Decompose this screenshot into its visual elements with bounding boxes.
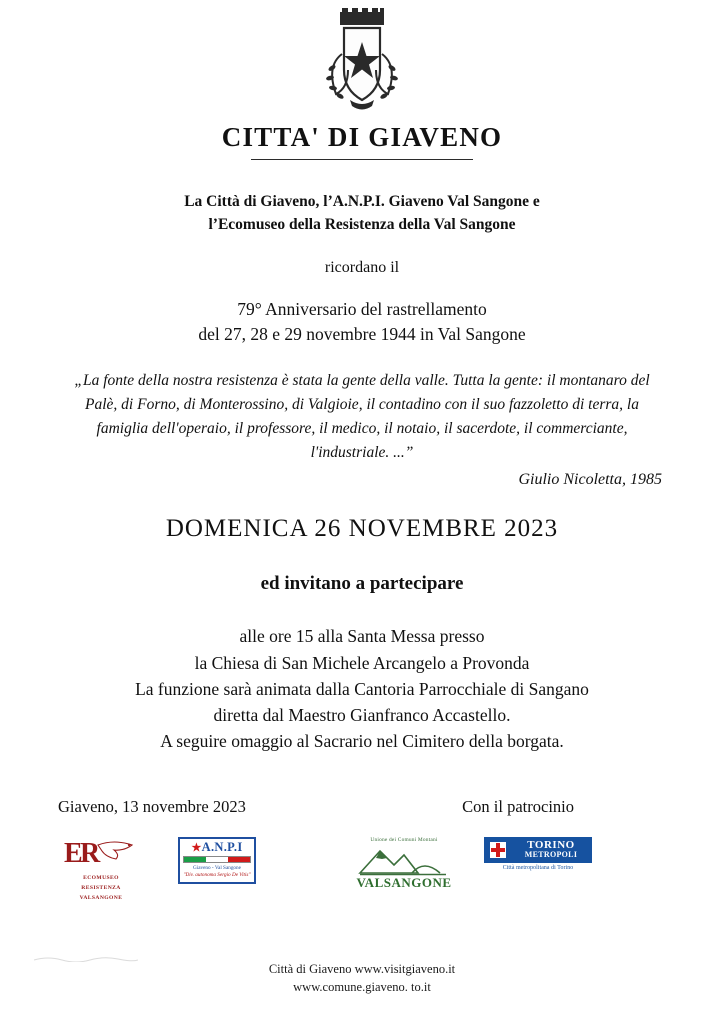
place-date: Giaveno, 13 novembre 2023: [58, 796, 246, 816]
organiser-logos: [58, 837, 256, 903]
svg-text:R: R: [80, 837, 101, 867]
remember-label: ricordano il: [324, 258, 400, 276]
torino-title: TORINO: [527, 838, 575, 851]
title-divider: [251, 159, 473, 160]
unione-comuni-valsangone-logo: [352, 837, 456, 891]
anniversary-line-1: 79° Anniversario del rastrellamento: [237, 298, 487, 319]
anpi-title: A.N.P.I: [201, 839, 243, 854]
quote-text: „La fonte della nostra resistenza è stata la gente della valle. Tutta la gente: il montanaro del Palè, di Forno, di Monterossino, di Valgioie, il contadino con il suo fazzoletto di terra, la famiglia dell'operaio, il professore, il medico, il notaio, il sacerdote, il commerciante, l'industriale. ...”: [74, 372, 650, 462]
citta-metropolitana-torino-logo: [484, 837, 592, 871]
torino-wordmark: [511, 838, 591, 862]
anpi-title-row: [180, 841, 254, 855]
event-details-line-2: la Chiesa di San Michele Arcangelo a Provonda: [194, 652, 530, 673]
patronage-logos: [352, 837, 592, 891]
signature-row: [54, 797, 670, 817]
anniversary-line-2: del 27, 28 e 29 novembre 1944 in Val Sangone: [198, 323, 526, 344]
footer-line-1: Città di Giaveno www.visitgiaveno.it: [268, 961, 456, 976]
crest-container: [54, 0, 670, 116]
valsangone-top-text: Unione dei Comuni Montani: [370, 836, 438, 843]
torino-subtitle: METROPOLI: [524, 850, 578, 860]
page-title: CITTA' DI GIAVENO: [221, 122, 503, 152]
resistenza-monogram: E: [64, 837, 83, 867]
anpi-sub-2: "Div. autonoma Sergio De Vitis": [183, 872, 251, 879]
resistenza-line-1: ECOMUSEO: [83, 874, 119, 881]
footer-line-2: www.comune.giaveno. to.it: [293, 979, 431, 994]
torino-logo-box: [484, 837, 592, 863]
invitation-text: ed invitano a partecipare: [260, 573, 464, 595]
torino-caption: Città metropolitana di Torino: [502, 864, 574, 871]
event-details-line-1: alle ore 15 alla Santa Messa presso: [239, 626, 485, 647]
resistenza-line-2: RESISTENZA: [81, 884, 121, 891]
organisers-line-1: La Città di Giaveno, l’A.N.P.I. Giaveno Val Sangone e: [184, 193, 540, 210]
event-details: [54, 623, 670, 754]
savoy-cross-icon: [490, 842, 506, 858]
event-details-line-5: A seguire omaggio al Sacrario nel Cimitero della borgata.: [160, 731, 564, 752]
mountain-icon: [354, 843, 454, 877]
anpi-sub-1: Giaveno - Val Sangone: [193, 865, 241, 872]
torino-emblem: [485, 838, 511, 862]
star-icon: ★: [191, 841, 202, 854]
anniversary-block: [54, 297, 670, 348]
event-details-line-3: La funzione sarà animata dalla Cantoria Parrocchiale di Sangano: [135, 678, 589, 699]
resistenza-dove-icon: [58, 837, 144, 867]
organisers-line-2: l’Ecomuseo della Resistenza della Val Sangone: [208, 216, 516, 234]
patronage-label: Con il patrocinio: [462, 796, 574, 816]
event-details-line-4: diretta dal Maestro Gianfranco Accastello.: [213, 705, 511, 726]
event-date: DOMENICA 26 NOVEMBRE 2023: [165, 515, 559, 543]
quote-author: Giulio Nicoletta, 1985: [518, 471, 662, 489]
footer: [0, 960, 724, 996]
organisers-block: [54, 190, 670, 237]
anpi-logo: [178, 837, 256, 885]
ecomuseo-resistenza-logo: [58, 837, 144, 903]
italian-flag-bar-icon: [183, 856, 251, 863]
logos-row: [54, 837, 670, 903]
coat-of-arms-icon: [314, 8, 410, 116]
resistenza-line-3: VALSANGONE: [79, 895, 123, 902]
valsangone-name: VALSANGONE: [356, 874, 452, 890]
